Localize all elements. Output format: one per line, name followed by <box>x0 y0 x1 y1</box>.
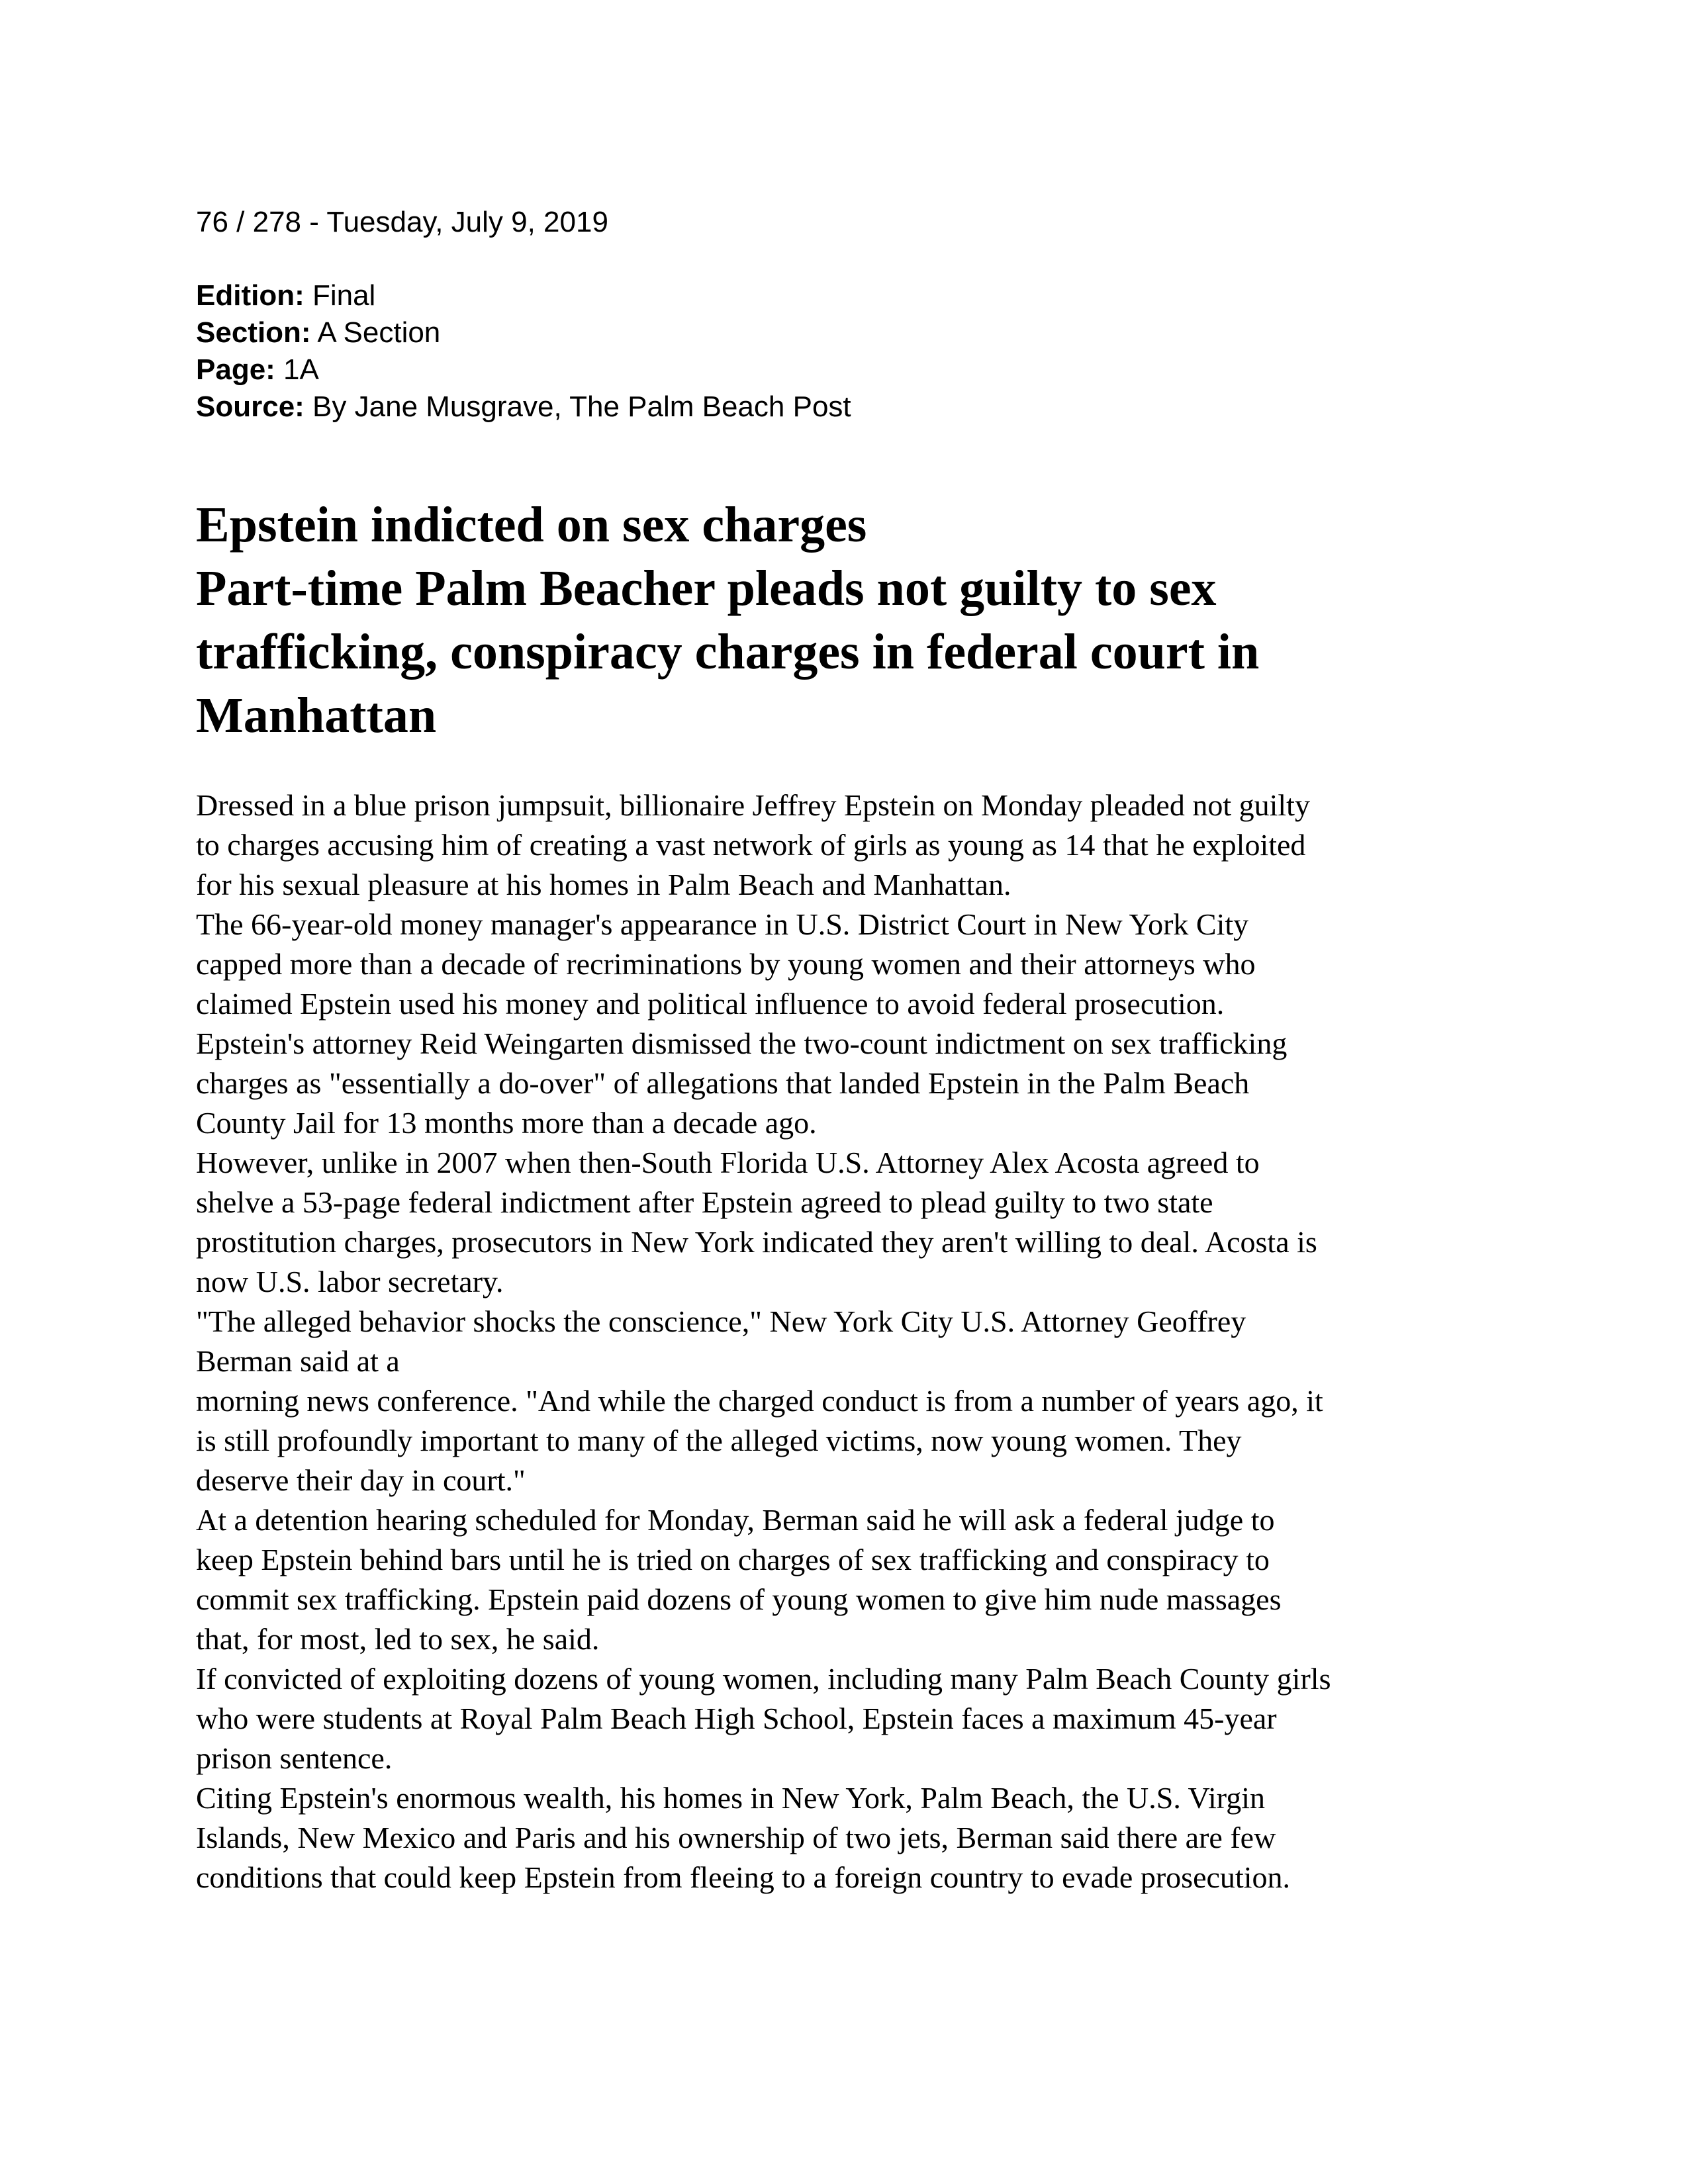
body-line: that, for most, led to sex, he said. <box>196 1622 600 1656</box>
body-line: Citing Epstein's enormous wealth, his homes in New York, Palm Beach, the U.S. Virgin <box>196 1781 1266 1815</box>
headline <box>196 493 1520 747</box>
body-line: conditions that could keep Epstein from fleeing to a foreign country to evade prosecution. <box>196 1860 1290 1894</box>
body-line: prison sentence. <box>196 1741 393 1775</box>
page-info: 76 / 278 - Tuesday, July 9, 2019 <box>196 206 608 238</box>
source-line <box>196 388 1520 426</box>
body-line: morning news conference. "And while the charged conduct is from a number of years ago, it <box>196 1384 1323 1418</box>
edition-label: Edition: <box>196 279 305 312</box>
body-line: Berman said at a <box>196 1344 400 1378</box>
section-label: Section: <box>196 316 311 349</box>
body-line: At a detention hearing scheduled for Monday, Berman said he will ask a federal judge to <box>196 1503 1275 1537</box>
source-label: Source: <box>196 390 305 423</box>
body-line: for his sexual pleasure at his homes in Palm Beach and Manhattan. <box>196 868 1011 901</box>
body-line: commit sex trafficking. Epstein paid dozens of young women to give him nude massages <box>196 1582 1282 1616</box>
source-value: By Jane Musgrave, The Palm Beach Post <box>304 390 851 423</box>
headline-line: Part-time Palm Beacher pleads not guilty to sex <box>196 561 1217 616</box>
body-line: keep Epstein behind bars until he is tried on charges of sex trafficking and conspiracy to <box>196 1543 1270 1576</box>
headline-line: Manhattan <box>196 688 437 743</box>
section-line <box>196 314 1520 351</box>
body-line: shelve a 53-page federal indictment after Epstein agreed to plead guilty to two state <box>196 1185 1213 1219</box>
body-line: County Jail for 13 months more than a decade ago. <box>196 1106 817 1140</box>
body-line: The 66-year-old money manager's appearance in U.S. District Court in New York City <box>196 907 1249 941</box>
headline-line: trafficking, conspiracy charges in federal court in <box>196 624 1260 680</box>
body-line: Epstein's attorney Reid Weingarten dismissed the two-count indictment on sex trafficking <box>196 1026 1288 1060</box>
body-line: claimed Epstein used his money and political influence to avoid federal prosecution. <box>196 987 1225 1021</box>
section-value: A Section <box>310 316 441 349</box>
body-line: However, unlike in 2007 when then-South Florida U.S. Attorney Alex Acosta agreed to <box>196 1146 1260 1179</box>
body-line: is still profoundly important to many of the alleged victims, now young women. They <box>196 1424 1242 1457</box>
body-line: to charges accusing him of creating a vast network of girls as young as 14 that he exploited <box>196 828 1306 862</box>
body-line: Islands, New Mexico and Paris and his ownership of two jets, Berman said there are few <box>196 1821 1276 1854</box>
body-line: prostitution charges, prosecutors in New York indicated they aren't willing to deal. Acosta is <box>196 1225 1317 1259</box>
body-line: If convicted of exploiting dozens of young women, including many Palm Beach County girls <box>196 1662 1331 1696</box>
body-line: capped more than a decade of recriminations by young women and their attorneys who <box>196 947 1256 981</box>
headline-line: Epstein indicted on sex charges <box>196 497 867 553</box>
page-label: Page: <box>196 353 275 386</box>
page-value: 1A <box>275 353 319 386</box>
article-body <box>196 786 1520 1897</box>
body-line: deserve their day in court." <box>196 1463 526 1497</box>
body-line: who were students at Royal Palm Beach High School, Epstein faces a maximum 45-year <box>196 1702 1277 1735</box>
body-line: now U.S. labor secretary. <box>196 1265 504 1298</box>
page-line <box>196 351 1520 388</box>
body-line: charges as "essentially a do-over" of allegations that landed Epstein in the Palm Beach <box>196 1066 1250 1100</box>
article-metadata <box>196 204 1520 426</box>
body-line: "The alleged behavior shocks the conscience," New York City U.S. Attorney Geoffrey <box>196 1304 1246 1338</box>
body-line: Dressed in a blue prison jumpsuit, billionaire Jeffrey Epstein on Monday pleaded not guilty <box>196 788 1310 822</box>
edition-value: Final <box>304 279 376 312</box>
edition-line <box>196 277 1520 314</box>
